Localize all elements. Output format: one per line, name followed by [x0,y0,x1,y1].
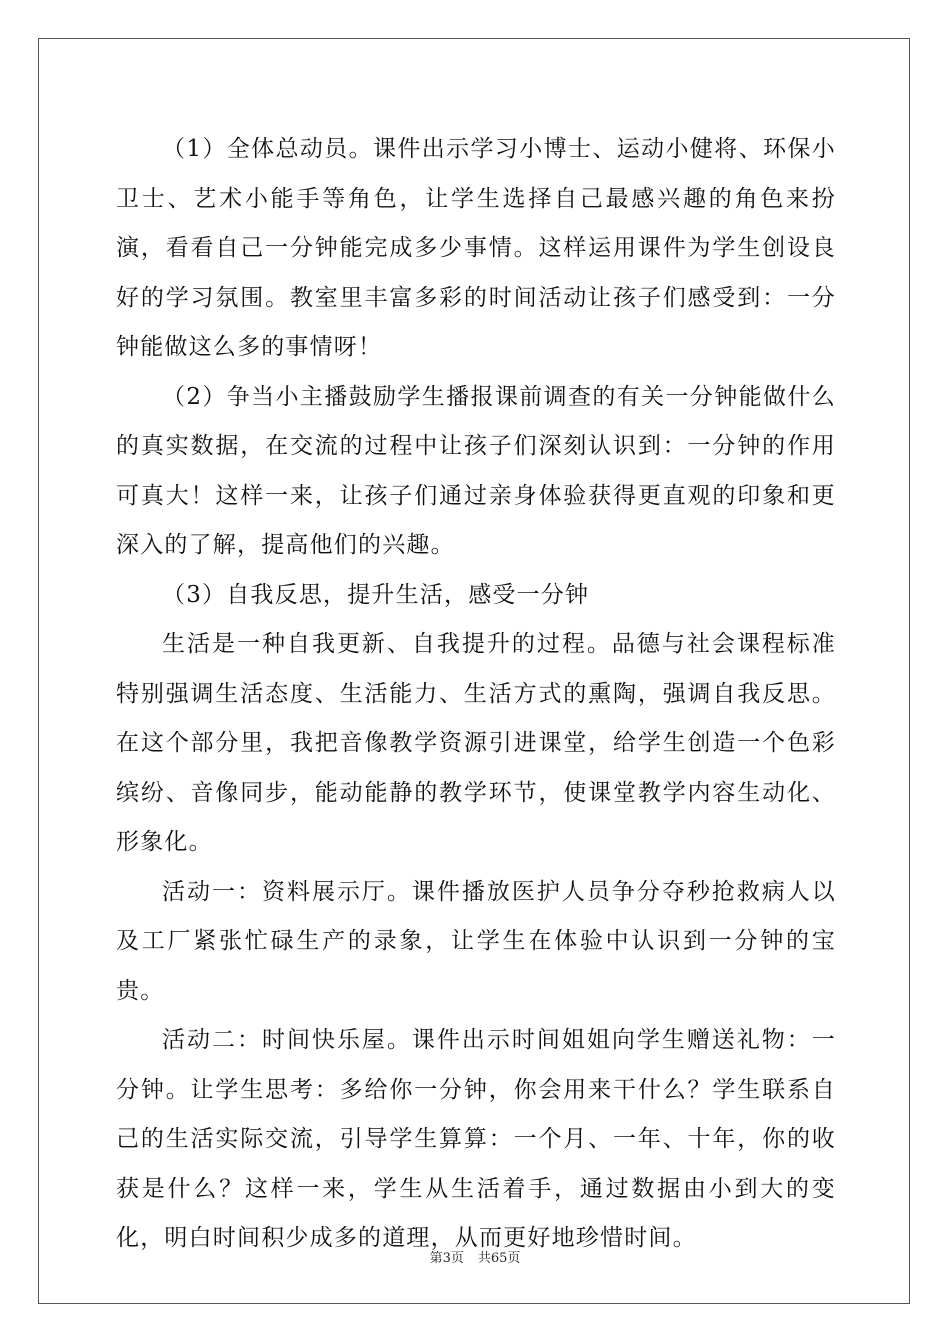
paragraph-4: 生活是一种自我更新、自我提升的过程。品德与社会课程标准特别强调生活态度、生活能力、生活方式的熏陶，强调自我反思。在这个部分里，我把音像教学资源引进课堂，给学生创造一个色彩缤纷、音像同步，能动能静的教学环节，使课堂教学内容生动化、形象化。 [116,631,836,855]
paragraph-3: （3）自我反思，提升生活，感受一分钟 [162,581,590,608]
paragraph-5: 活动一：资料展示厅。课件播放医护人员争分夺秒抢救病人以及工厂紧张忙碌生产的录象，让学生在体验中认识到一分钟的宝贵。 [116,878,836,1004]
document-body [116,125,836,1264]
total-page-count: 共65页 [477,1251,521,1266]
current-page-number: 第3页 [429,1251,464,1266]
paragraph-1: （1）全体总动员。课件出示学习小博士、运动小健将、环保小卫士、艺术小能手等角色，让学生选择自己最感兴趣的角色来扮演，看看自己一分钟能完成多少事情。这样运用课件为学生创设良好的学习氛围。教室里丰富多彩的时间活动让孩子们感受到：一分钟能做这么多的事情呀！ [116,136,836,360]
paragraph-2: （2）争当小主播鼓励学生播报课前调查的有关一分钟能做什么的真实数据，在交流的过程中让孩子们深刻认识到：一分钟的作用可真大！这样一来，让孩子们通过亲身体验获得更直观的印象和更深入的了解，提高他们的兴趣。 [116,383,836,558]
paragraph-6: 活动二：时间快乐屋。课件出示时间姐姐向学生赠送礼物：一分钟。让学生思考：多给你一分钟，你会用来干什么？学生联系自己的生活实际交流，引导学生算算：一个月、一年、十年，你的收获是什么？这样一来，学生从生活着手，通过数据由小到大的变化，明白时间积少成多的道理，从而更好地珍惜时间。 [116,1027,836,1251]
page-footer [0,1247,950,1266]
